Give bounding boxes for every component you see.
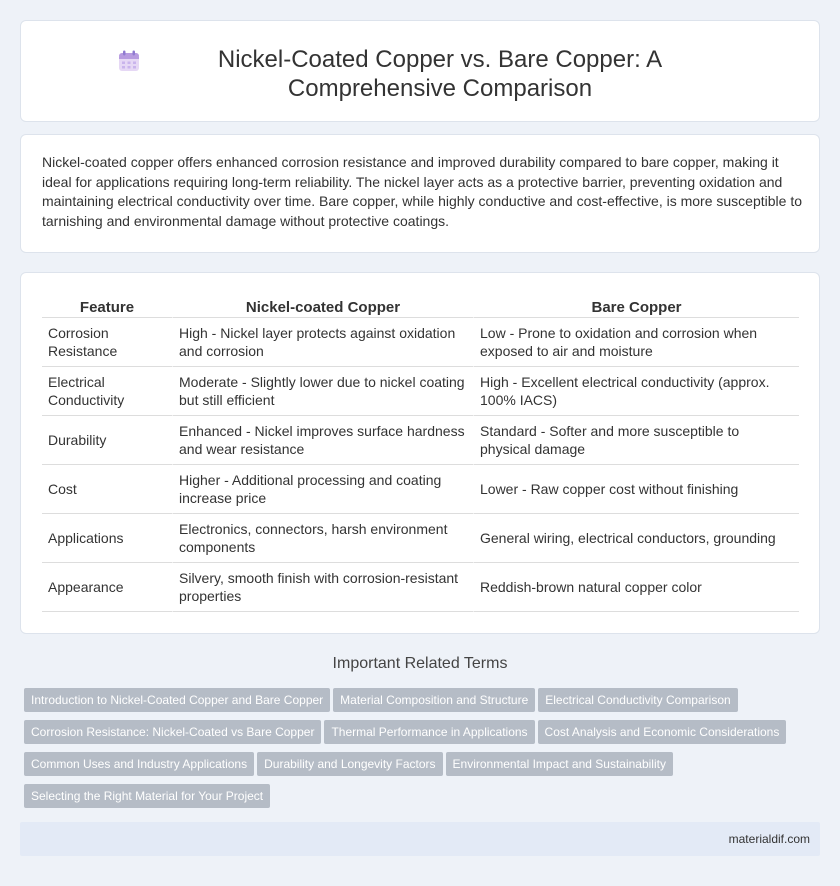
table-row <box>42 318 799 367</box>
feature-cell: Applications <box>42 514 172 563</box>
bare-cell: High - Excellent electrical conductivity (approx. 100% IACS) <box>473 367 799 416</box>
table-row <box>42 514 799 563</box>
related-term-tag[interactable]: Common Uses and Industry Applications <box>24 752 254 776</box>
nickel-cell: Moderate - Slightly lower due to nickel coating but still efficient <box>172 367 473 416</box>
related-term-tag[interactable]: Electrical Conductivity Comparison <box>538 688 737 712</box>
nickel-cell: Higher - Additional processing and coating increase price <box>172 465 473 514</box>
comparison-table <box>42 295 799 612</box>
nickel-cell: Electronics, connectors, harsh environment components <box>172 514 473 563</box>
related-term-tag[interactable]: Selecting the Right Material for Your Project <box>24 784 270 808</box>
table-header-row <box>42 295 799 318</box>
intro-paragraph: Nickel-coated copper offers enhanced corrosion resistance and improved durability compared to bare copper, making it ideal for applications requiring long-term reliability. The nickel layer acts as a protective barrier, preventing oxidation and maintaining electrical conductivity over time. Bare copper, while highly conductive and cost-effective, is more susceptible to tarnishing and environmental damage without protective coatings. <box>42 154 803 229</box>
bare-cell: Reddish-brown natural copper color <box>473 563 799 612</box>
comparison-table-card <box>20 272 820 634</box>
bare-cell: Standard - Softer and more susceptible to physical damage <box>473 416 799 465</box>
related-terms-tags <box>24 688 804 816</box>
feature-cell: Electrical Conductivity <box>42 367 172 416</box>
nickel-cell: High - Nickel layer protects against oxidation and corrosion <box>172 318 473 367</box>
intro-card <box>20 134 820 253</box>
table-row <box>42 416 799 465</box>
header-card <box>20 20 820 122</box>
related-term-tag[interactable]: Cost Analysis and Economic Considerations <box>538 720 787 744</box>
related-term-tag[interactable]: Environmental Impact and Sustainability <box>446 752 673 776</box>
related-terms-heading: Important Related Terms <box>332 655 508 672</box>
page-title: Nickel-Coated Copper vs. Bare Copper: A Comprehensive Comparison <box>217 46 663 102</box>
feature-cell: Appearance <box>42 563 172 612</box>
bare-cell: General wiring, electrical conductors, grounding <box>473 514 799 563</box>
feature-cell: Cost <box>42 465 172 514</box>
footer-site-link[interactable]: materialdif.com <box>728 832 810 846</box>
feature-cell: Durability <box>42 416 172 465</box>
nickel-cell: Enhanced - Nickel improves surface hardness and wear resistance <box>172 416 473 465</box>
table-row <box>42 367 799 416</box>
bare-cell: Lower - Raw copper cost without finishing <box>473 465 799 514</box>
column-header-bare: Bare Copper <box>473 295 799 318</box>
related-term-tag[interactable]: Corrosion Resistance: Nickel-Coated vs Bare Copper <box>24 720 321 744</box>
related-term-tag[interactable]: Durability and Longevity Factors <box>257 752 442 776</box>
table-row <box>42 563 799 612</box>
table-row <box>42 465 799 514</box>
column-header-feature: Feature <box>42 295 172 318</box>
column-header-nickel-coated: Nickel-coated Copper <box>172 295 473 318</box>
feature-cell: Corrosion Resistance <box>42 318 172 367</box>
nickel-cell: Silvery, smooth finish with corrosion-resistant properties <box>172 563 473 612</box>
related-term-tag[interactable]: Thermal Performance in Applications <box>324 720 534 744</box>
bare-cell: Low - Prone to oxidation and corrosion when exposed to air and moisture <box>473 318 799 367</box>
footer <box>20 822 820 856</box>
related-term-tag[interactable]: Introduction to Nickel-Coated Copper and Bare Copper <box>24 688 330 712</box>
related-term-tag[interactable]: Material Composition and Structure <box>333 688 535 712</box>
